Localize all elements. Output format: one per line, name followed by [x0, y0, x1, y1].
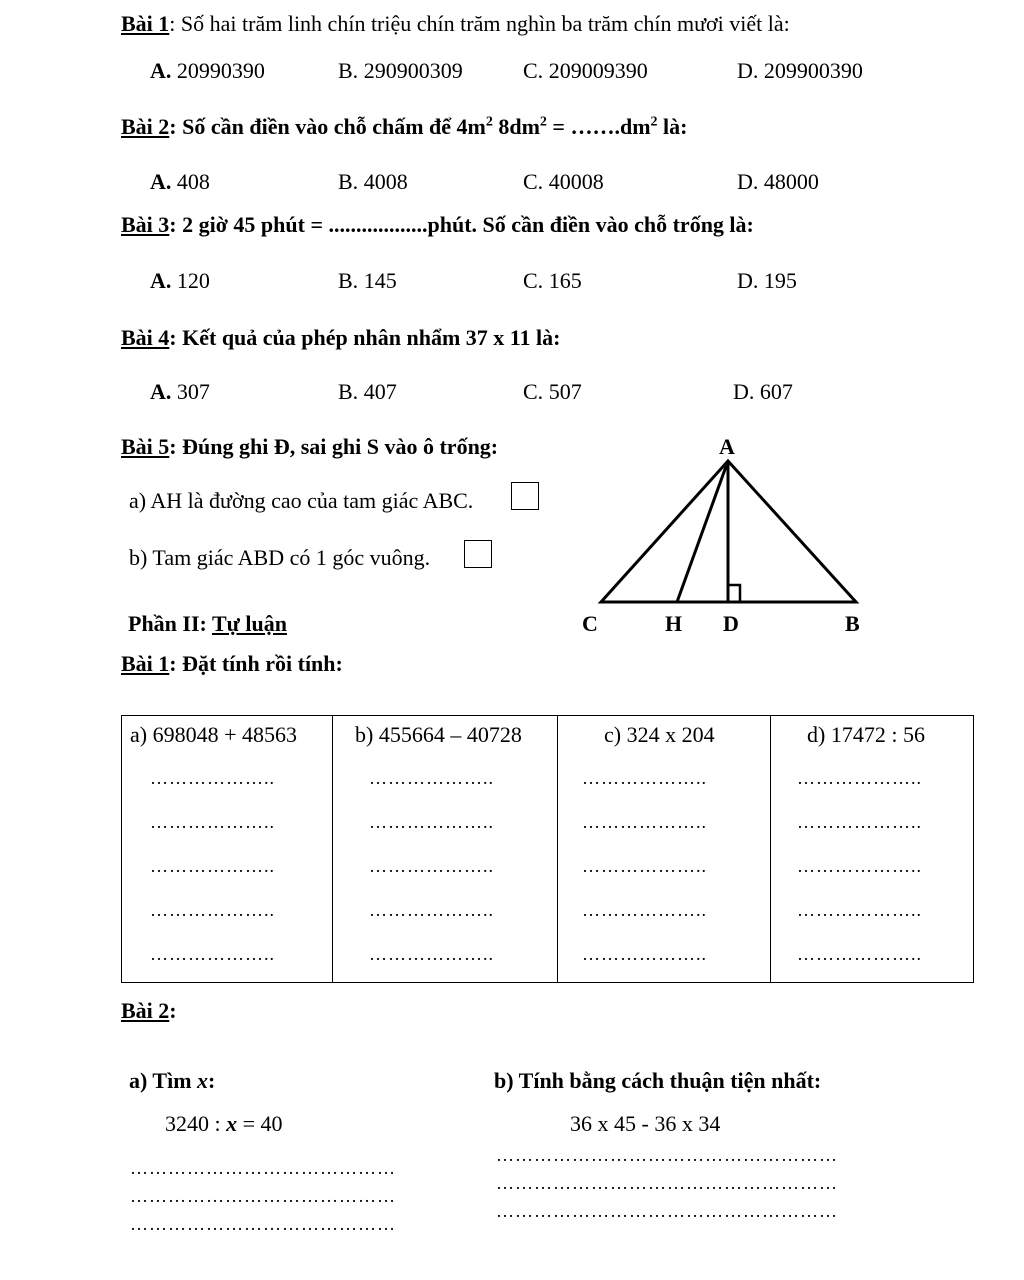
option-value: 408 — [171, 169, 210, 194]
answer-line[interactable]: ……………….. — [369, 900, 494, 920]
q2-text-d: là: — [657, 114, 688, 139]
answer-line[interactable]: ……………….. — [582, 900, 707, 920]
answer-line[interactable]: …………………………………… — [130, 1158, 396, 1178]
calc-problem-d: d) 17472 : 56 — [807, 722, 925, 747]
q3-option-a[interactable] — [150, 268, 210, 294]
option-value: 607 — [754, 379, 793, 404]
p2-bai2-label: Bài 2 — [121, 998, 170, 1023]
answer-line[interactable]: ……………….. — [369, 768, 494, 788]
answer-line[interactable]: ……………….. — [150, 812, 275, 832]
q3-heading — [121, 212, 754, 238]
calc-cell-a[interactable] — [122, 716, 333, 983]
q4-option-a[interactable] — [150, 379, 210, 405]
calc-cell-d[interactable] — [771, 716, 974, 983]
answer-line[interactable]: ……………………………………………… — [496, 1145, 838, 1165]
p2-bai2-colon: : — [169, 998, 177, 1023]
a-expr-suffix: = 40 — [237, 1111, 283, 1136]
answer-line[interactable]: ……………….. — [582, 856, 707, 876]
answer-line[interactable]: …………………………………… — [130, 1214, 396, 1234]
option-value: 20990390 — [171, 58, 265, 83]
a-title-suffix: : — [208, 1068, 216, 1093]
q4-label: Bài 4 — [121, 325, 170, 350]
option-letter: C. — [523, 58, 544, 83]
answer-line[interactable]: ……………….. — [797, 944, 922, 964]
segment-ah — [677, 461, 728, 602]
option-letter: D. — [737, 58, 759, 83]
p2-bai2-a-title — [129, 1068, 215, 1094]
calc-problem-c: c) 324 x 204 — [604, 722, 715, 747]
option-letter: A. — [150, 169, 172, 194]
option-letter: B. — [338, 268, 359, 293]
calc-problem-b: b) 455664 – 40728 — [355, 722, 522, 747]
calc-problem-a: a) 698048 + 48563 — [130, 722, 297, 747]
option-letter: B. — [338, 58, 359, 83]
a-title-prefix: a) Tìm — [129, 1068, 198, 1093]
q2-sup2: 2 — [539, 114, 547, 130]
p2-bai1-text: : Đặt tính rồi tính: — [169, 651, 343, 676]
answer-line[interactable]: ……………….. — [150, 768, 275, 788]
answer-line[interactable]: ……………….. — [582, 768, 707, 788]
q2-sup1: 2 — [485, 114, 493, 130]
option-value: 507 — [543, 379, 582, 404]
q4-option-c[interactable] — [523, 379, 582, 405]
answer-line[interactable]: ……………………………………………… — [496, 1201, 838, 1221]
answer-line[interactable]: ……………….. — [369, 944, 494, 964]
option-value: 407 — [358, 379, 397, 404]
answer-line[interactable]: ……………….. — [797, 768, 922, 788]
q1-option-a[interactable] — [150, 58, 265, 84]
option-letter: D. — [737, 169, 759, 194]
q2-text-a: : Số cần điền vào chỗ chấm để 4m — [169, 114, 486, 139]
q1-text: : Số hai trăm linh chín triệu chín trăm nghìn ba trăm chín mươi viết là: — [169, 11, 790, 36]
a-expr-prefix: 3240 : — [165, 1111, 227, 1136]
q2-option-b[interactable] — [338, 169, 408, 195]
option-letter: A. — [150, 58, 172, 83]
right-angle-mark — [728, 585, 740, 602]
q4-heading — [121, 325, 561, 351]
option-value: 120 — [171, 268, 210, 293]
q5-label: Bài 5 — [121, 434, 170, 459]
p2-bai1-label: Bài 1 — [121, 651, 170, 676]
option-value: 290900309 — [358, 58, 463, 83]
q5-statement-b: b) Tam giác ABD có 1 góc vuông. — [129, 545, 431, 570]
vertex-label-h: H — [665, 611, 683, 636]
q1-option-d[interactable] — [737, 58, 863, 84]
p2-bai1-heading — [121, 651, 343, 677]
q5-answer-box-a[interactable] — [511, 482, 539, 510]
q2-text-c: = …….dm — [546, 114, 651, 139]
q5-heading — [121, 434, 498, 460]
option-value: 145 — [358, 268, 397, 293]
calc-cell-b[interactable] — [333, 716, 558, 983]
q5-statement-a: a) AH là đường cao của tam giác ABC. — [129, 488, 474, 513]
q1-label: Bài 1 — [121, 11, 170, 36]
q2-option-d[interactable] — [737, 169, 819, 195]
option-letter: B. — [338, 379, 359, 404]
q3-label: Bài 3 — [121, 212, 170, 237]
option-value: 307 — [171, 379, 210, 404]
q2-sup3: 2 — [650, 114, 658, 130]
p2-bai2-a-expression — [165, 1111, 283, 1137]
option-value: 48000 — [758, 169, 819, 194]
option-letter: A. — [150, 379, 172, 404]
q1-option-b[interactable] — [338, 58, 463, 84]
answer-line[interactable]: ……………………………………………… — [496, 1173, 838, 1193]
option-letter: A. — [150, 268, 172, 293]
q4-option-b[interactable] — [338, 379, 397, 405]
calculation-table — [121, 715, 974, 983]
answer-line[interactable]: ……………….. — [797, 856, 922, 876]
option-letter: C. — [523, 379, 544, 404]
answer-line[interactable]: ……………….. — [582, 944, 707, 964]
answer-line[interactable]: ……………….. — [369, 812, 494, 832]
q2-heading — [121, 114, 687, 140]
option-value: 195 — [758, 268, 797, 293]
option-letter: D. — [733, 379, 755, 404]
q2-option-a[interactable] — [150, 169, 210, 195]
answer-line[interactable]: ……………….. — [582, 812, 707, 832]
p2-bai2-b-title: b) Tính bằng cách thuận tiện nhất: — [494, 1068, 822, 1093]
option-letter: B. — [338, 169, 359, 194]
option-letter: C. — [523, 169, 544, 194]
answer-line[interactable]: …………………………………… — [130, 1186, 396, 1206]
answer-line[interactable]: ……………….. — [797, 900, 922, 920]
calc-cell-c[interactable] — [558, 716, 771, 983]
p2-bai2-b-expression: 36 x 45 - 36 x 34 — [570, 1111, 721, 1136]
q3-text: : 2 giờ 45 phút = ..................phút. Số cần điền vào chỗ trống là: — [169, 212, 754, 237]
vertex-label-c: C — [582, 611, 598, 636]
part2-title: Tự luận — [211, 611, 287, 636]
answer-line[interactable]: ……………….. — [150, 856, 275, 876]
answer-line[interactable]: ……………….. — [369, 856, 494, 876]
q2-label: Bài 2 — [121, 114, 170, 139]
option-letter: C. — [523, 268, 544, 293]
q1-option-c[interactable] — [523, 58, 648, 84]
part2-heading — [128, 611, 287, 637]
q4-option-d[interactable] — [733, 379, 793, 405]
answer-line[interactable]: ……………….. — [150, 900, 275, 920]
q1-heading — [121, 11, 790, 37]
a-title-var: x — [197, 1068, 209, 1093]
vertex-label-d: D — [723, 611, 739, 636]
option-value: 209009390 — [543, 58, 648, 83]
vertex-label-a: A — [719, 434, 735, 459]
vertex-label-b: B — [845, 611, 860, 636]
option-letter: D. — [737, 268, 759, 293]
answer-line[interactable]: ……………….. — [797, 812, 922, 832]
q2-text-b: 8dm — [492, 114, 540, 139]
part2-prefix: Phần II: — [128, 611, 212, 636]
option-value: 40008 — [543, 169, 604, 194]
option-value: 165 — [543, 268, 582, 293]
q3-option-b[interactable] — [338, 268, 397, 294]
q4-text: : Kết quả của phép nhân nhẩm 37 x 11 là: — [169, 325, 561, 350]
answer-line[interactable]: ……………….. — [150, 944, 275, 964]
q5-text: : Đúng ghi Đ, sai ghi S vào ô trống: — [169, 434, 499, 459]
q5-answer-box-b[interactable] — [464, 540, 492, 568]
q3-option-d[interactable] — [737, 268, 797, 294]
q3-option-c[interactable] — [523, 268, 582, 294]
a-expr-var: x — [226, 1111, 238, 1136]
option-value: 209900390 — [758, 58, 863, 83]
q2-option-c[interactable] — [523, 169, 604, 195]
p2-bai2-heading — [121, 998, 177, 1024]
triangle-figure — [570, 430, 880, 645]
option-value: 4008 — [358, 169, 408, 194]
